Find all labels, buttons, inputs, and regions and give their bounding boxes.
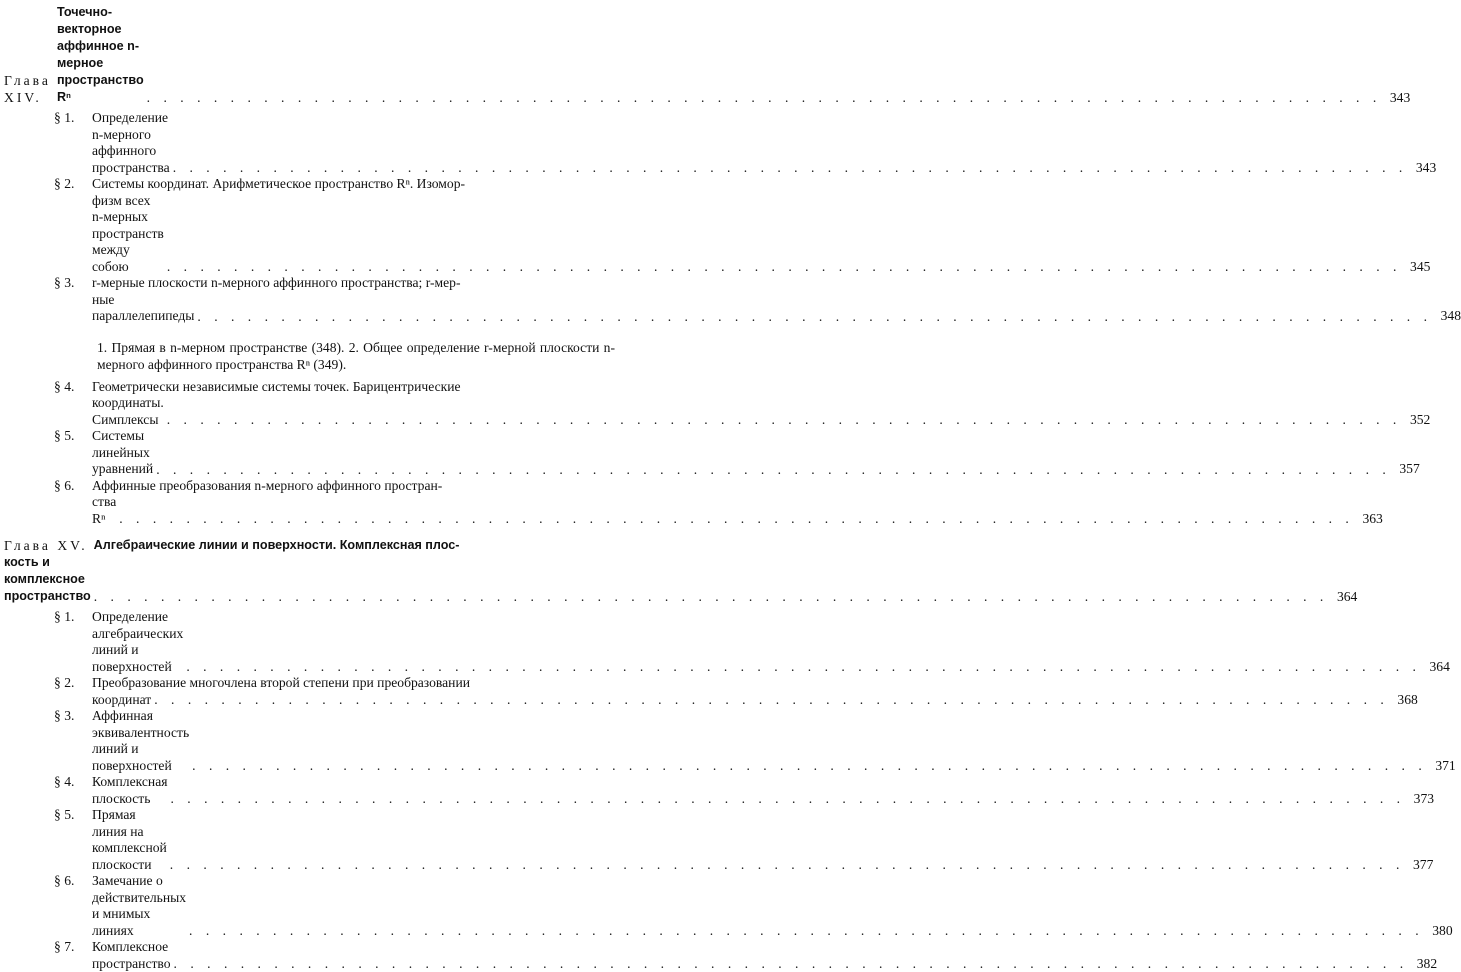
- section-page: 377: [1407, 857, 1433, 874]
- chapter-page: 364: [1331, 588, 1357, 605]
- section-page: 363: [1357, 511, 1383, 528]
- toc-entry: [54, 176, 633, 275]
- dot-leader: [186, 659, 1421, 675]
- section-number: § 4.: [54, 379, 92, 429]
- section-number: § 3.: [54, 708, 92, 774]
- toc-entry: [54, 807, 633, 873]
- dot-leader: [167, 259, 1402, 275]
- section-title: Определение n-мерного аффинного пространства: [92, 110, 170, 176]
- dot-leader: [174, 956, 1409, 972]
- section-page: 364: [1424, 659, 1450, 676]
- section-page: 373: [1408, 791, 1434, 808]
- section-number: § 1.: [54, 110, 92, 176]
- section-title-line: координаты. Симплексы: [92, 395, 164, 428]
- section-title-line: Геометрически независимые системы точек. Барицентрические: [92, 379, 1430, 396]
- chapter-14-heading: [4, 4, 633, 106]
- section-page: 345: [1404, 259, 1430, 276]
- section-title-line: ства Rⁿ: [92, 494, 116, 527]
- section-page: 382: [1411, 956, 1437, 972]
- dot-leader: [119, 511, 1354, 527]
- section-number: § 6.: [54, 873, 92, 939]
- toc-entry: [54, 478, 633, 528]
- toc-entry: [54, 609, 633, 675]
- section-title-line: физм всех n-мерных пространств между собою: [92, 193, 164, 276]
- section-page: 357: [1394, 461, 1420, 478]
- toc-entry: [54, 774, 633, 807]
- dot-leader: [147, 90, 1382, 106]
- section-title: Определение алгебраических линий и поверхностей: [92, 609, 183, 675]
- section-title-line: Аффинные преобразования n-мерного аффинного простран-: [92, 478, 1383, 495]
- section-page: 371: [1430, 758, 1456, 775]
- chapter-15-sections: [4, 609, 633, 972]
- section-title: Прямая линия на комплексной плоскости: [92, 807, 167, 873]
- toc-entry: [54, 428, 633, 478]
- toc-entry: [54, 708, 633, 774]
- section-number: § 2.: [54, 176, 92, 275]
- dot-leader: [167, 412, 1402, 428]
- dot-leader: [156, 462, 1391, 478]
- section-title-line: ные параллелепипеды: [92, 292, 194, 325]
- section-page: 348: [1435, 308, 1461, 325]
- section-page: 380: [1427, 923, 1453, 940]
- dot-leader: [189, 923, 1424, 939]
- section-title: Замечание о действительных и мнимых линиях: [92, 873, 186, 939]
- section-title-line: Преобразование многочлена второй степени при преобразовании: [92, 675, 1418, 692]
- dot-leader: [192, 758, 1427, 774]
- chapter-title-line: кость и комплексное пространство: [4, 554, 91, 605]
- chapter-label: Глава XIV.: [4, 72, 51, 106]
- section-number: § 2.: [54, 675, 92, 708]
- section-page: 352: [1404, 412, 1430, 429]
- chapter-15-heading: [4, 537, 633, 605]
- section-number: § 4.: [54, 774, 92, 807]
- toc-entry: [54, 275, 633, 325]
- chapter-14-sections: [4, 110, 633, 325]
- section-title: Системы линейных уравнений: [92, 428, 153, 478]
- toc-entry: [54, 939, 633, 972]
- section-number: § 3.: [54, 275, 92, 325]
- dot-leader: [197, 309, 1432, 325]
- section-title: Аффинная эквивалентность линий и поверхностей: [92, 708, 189, 774]
- section-number: § 1.: [54, 609, 92, 675]
- chapter-title: Точечно-векторное аффинное n-мерное пространство Rⁿ: [57, 4, 144, 106]
- toc-entry: [54, 110, 633, 176]
- section-page: 343: [1410, 160, 1436, 177]
- chapter-label: Глава XV.: [4, 537, 88, 554]
- section-number: § 7.: [54, 939, 92, 972]
- section-title-line: Системы координат. Арифметическое пространство Rⁿ. Изомор-: [92, 176, 1430, 193]
- dot-leader: [94, 589, 1329, 605]
- toc-entry: [54, 379, 633, 429]
- toc-entry: [54, 675, 633, 708]
- chapter-title-line: Алгебраические линии и поверхности. Комплексная плос-: [94, 537, 460, 554]
- dot-leader: [173, 160, 1408, 176]
- toc-entry: [54, 873, 633, 939]
- section-title: Комплексная плоскость: [92, 774, 167, 807]
- section-number: § 5.: [54, 428, 92, 478]
- section-title-line: r-мерные плоскости n-мерного аффинного пространства; r-мер-: [92, 275, 1461, 292]
- section-number: § 6.: [54, 478, 92, 528]
- section-page: 368: [1392, 692, 1418, 709]
- chapter-14-sections-continued: [4, 379, 633, 528]
- section-title-line: координат: [92, 692, 151, 709]
- section-number: § 5.: [54, 807, 92, 873]
- dot-leader: [170, 791, 1405, 807]
- section-title: Комплексное пространство: [92, 939, 171, 972]
- table-of-contents: [0, 0, 639, 474]
- chapter-page: 343: [1384, 89, 1410, 106]
- dot-leader: [170, 857, 1405, 873]
- section-note: 1. Прямая в n-мерном пространстве (348). 2. Общее определение r-мерной плоскости n-мерного аффинного пространства Rⁿ (349).: [97, 339, 615, 373]
- dot-leader: [154, 692, 1389, 708]
